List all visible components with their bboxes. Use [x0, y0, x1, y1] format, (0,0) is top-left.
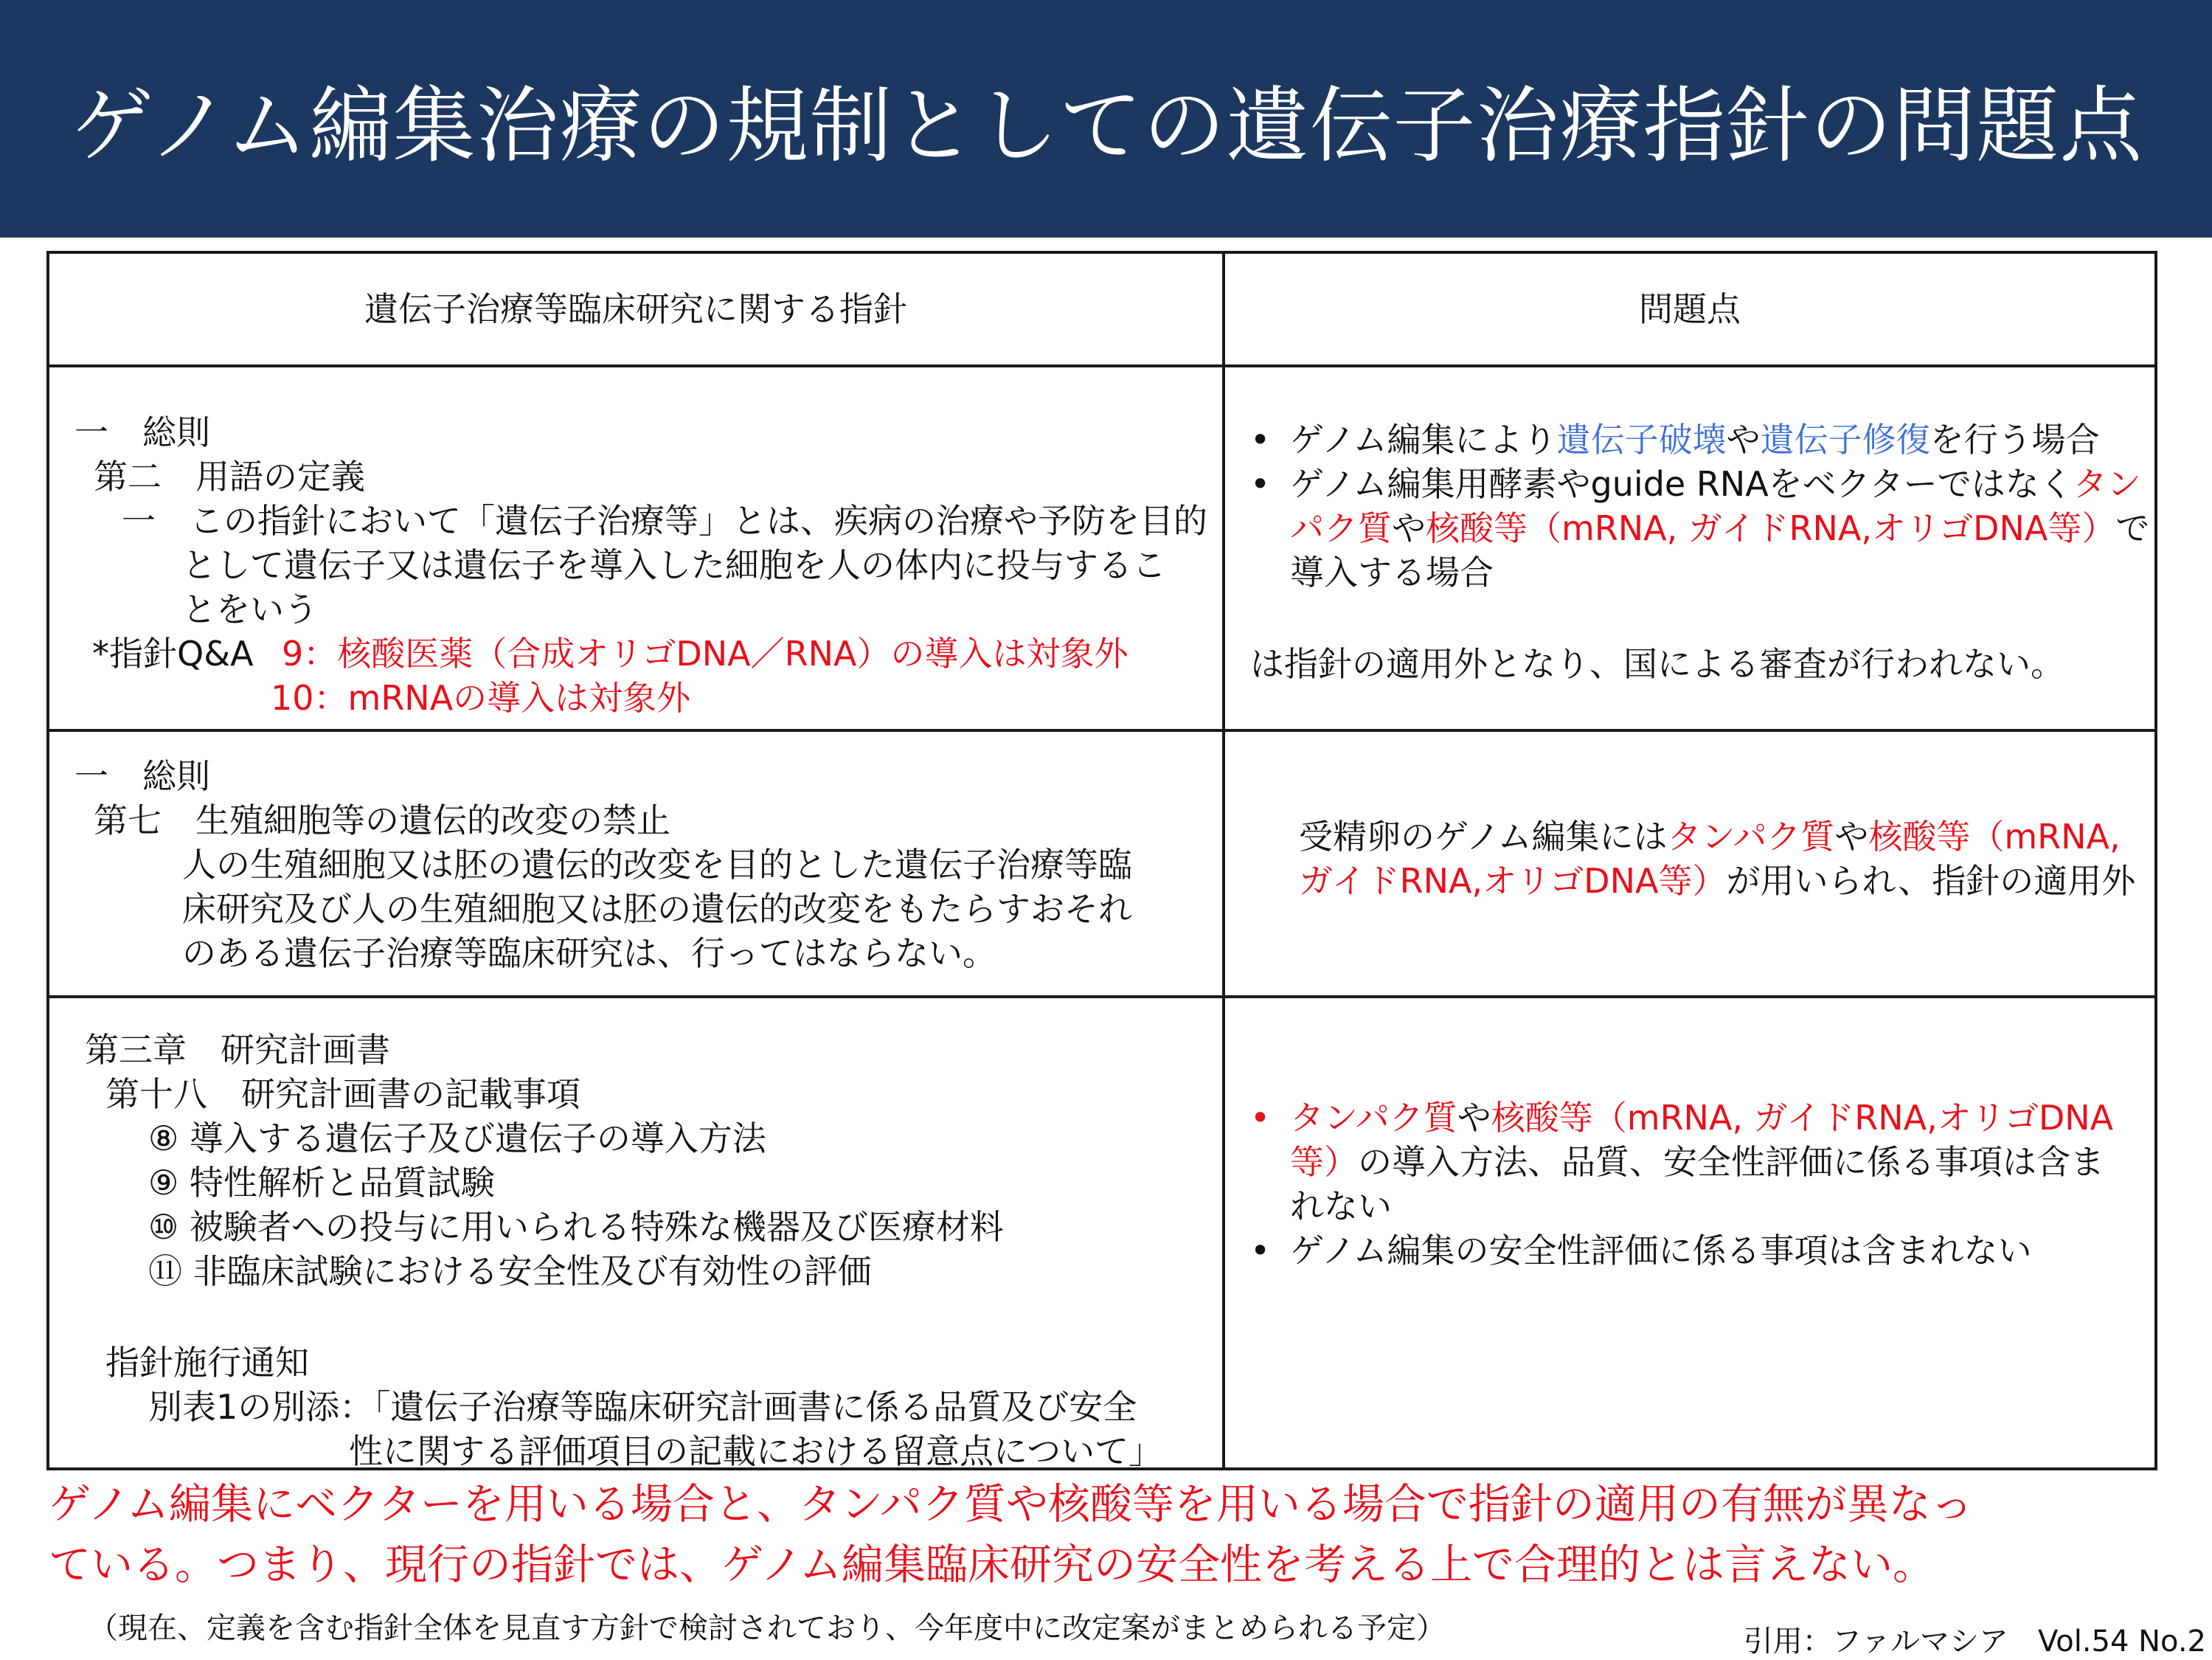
table-row — [48, 366, 2156, 730]
r2-issue-l2: ガイドRNA,オリゴDNA等）が用いられ、指針の適用外 — [1299, 861, 2136, 901]
bullet-icon: • — [1250, 1231, 1271, 1270]
r3-issue1-l3: れない — [1290, 1186, 1392, 1226]
row2-guideline-cell — [48, 730, 1224, 997]
r1-issue1: ゲノム編集により遺伝子破壊や遺伝子修復を行う場合 — [1290, 420, 2100, 460]
row3-issues-cell — [1224, 997, 2156, 1469]
table-header-row — [48, 252, 2156, 366]
bullet-icon: • — [1250, 1098, 1271, 1138]
r1-issue2-l2: パク質や核酸等（mRNA, ガイドRNA,オリゴDNA等）で — [1290, 508, 2150, 548]
r1-definition-l3: とをいう — [182, 589, 318, 629]
r1-issue2-l1: ゲノム編集用酵素やguide RNAをベクターではなくタン — [1290, 464, 2141, 504]
r1-definition-l1: 一 この指針において「遺伝子治療等」とは、疾病の治療や予防を目的 — [122, 501, 1207, 541]
r3-item10: ⑩ 被験者への投与に用いられる特殊な機器及び医療材料 — [148, 1207, 1004, 1247]
header-issues: 問題点 — [1224, 252, 2156, 366]
table-row — [48, 730, 2156, 997]
r2-prohibition-l1: 人の生殖細胞又は胚の遺伝的改変を目的とした遺伝子治療等臨 — [182, 845, 1132, 885]
row2-issues-cell — [1224, 730, 2156, 997]
r3-issue2: ゲノム編集の安全性評価に係る事項は含まれない — [1290, 1231, 2032, 1270]
r1-qa-item10: 10：mRNAの導入は対象外 — [271, 678, 691, 718]
bullet-icon: • — [1250, 420, 1271, 460]
conclusion-text — [49, 1474, 2173, 1595]
r1-definition-l2: として遺伝子又は遺伝子を導入した細胞を人の体内に投与するこ — [182, 545, 1166, 585]
r2-prohibition-l3: のある遺伝子治療等臨床研究は、行ってはならない。 — [182, 933, 996, 973]
r1-qa-item9: 9：核酸医薬（合成オリゴDNA／RNA）の導入は対象外 — [282, 634, 1128, 674]
r1-definitions-heading: 第二 用語の定義 — [94, 457, 365, 497]
r1-qa-prefix: *指針Q&A — [92, 634, 254, 674]
r3-notice-l2: 性に関する評価項目の記載における留意点について」 — [349, 1431, 1163, 1471]
r2-general: 一 総則 — [74, 756, 210, 796]
title-banner — [0, 0, 2212, 238]
r3-notice-l1: 別表1の別添：「遺伝子治療等臨床研究計画書に係る品質及び安全 — [148, 1387, 1137, 1427]
r3-chapter-heading: 第三章 研究計画書 — [85, 1030, 390, 1070]
r2-issue-l1: 受精卵のゲノム編集にはタンパク質や核酸等（mRNA, — [1299, 817, 2121, 857]
r2-prohibition-heading: 第七 生殖細胞等の遺伝的改変の禁止 — [94, 800, 670, 840]
r3-section-heading: 第十八 研究計画書の記載事項 — [105, 1074, 580, 1114]
row3-guideline-cell — [48, 997, 1224, 1469]
r3-notice-heading: 指針施行通知 — [105, 1343, 309, 1383]
bullet-icon: • — [1250, 464, 1271, 504]
revision-note: （現在、定義を含む指針全体を見直す方針で検討されており、今年度中に改定案がまとめられる予定） — [89, 1611, 1446, 1645]
r2-prohibition-l2: 床研究及び人の生殖細胞又は胚の遺伝的改変をもたらすおそれ — [182, 889, 1132, 929]
row1-issues-cell — [1224, 366, 2156, 730]
row1-guideline-cell — [48, 366, 1224, 730]
r3-issue1-l2: 等）の導入方法、品質、安全性評価に係る事項は含ま — [1290, 1142, 2104, 1182]
r3-item11: ⑪ 非臨床試験における安全性及び有効性の評価 — [148, 1251, 872, 1291]
table-row — [48, 997, 2156, 1469]
conclusion-line2: ている。つまり、現行の指針では、ゲノム編集臨床研究の安全性を考える上で合理的とは言えない。 — [49, 1540, 1935, 1589]
guideline-comparison-table — [46, 251, 2157, 1470]
citation: 引用：ファルマシア Vol.54 No.2 — [1743, 1625, 2206, 1659]
r1-issue-conclusion: は指針の適用外となり、国による審査が行われない。 — [1250, 644, 2064, 684]
page-title: ゲノム編集治療の規制としての遺伝子治療指針の問題点 — [71, 77, 2143, 174]
header-guideline: 遺伝子治療等臨床研究に関する指針 — [48, 252, 1224, 366]
r3-item8: ⑧ 導入する遺伝子及び遺伝子の導入方法 — [148, 1118, 766, 1158]
r3-item9: ⑨ 特性解析と品質試験 — [148, 1163, 495, 1203]
conclusion-line1: ゲノム編集にベクターを用いる場合と、タンパク質や核酸等を用いる場合で指針の適用の有無が異なっ — [49, 1480, 1973, 1529]
r3-issue1-l1: タンパク質や核酸等（mRNA, ガイドRNA,オリゴDNA — [1290, 1098, 2114, 1138]
r1-general: 一 総則 — [74, 412, 210, 452]
r1-issue2-l3: 導入する場合 — [1290, 553, 1494, 592]
